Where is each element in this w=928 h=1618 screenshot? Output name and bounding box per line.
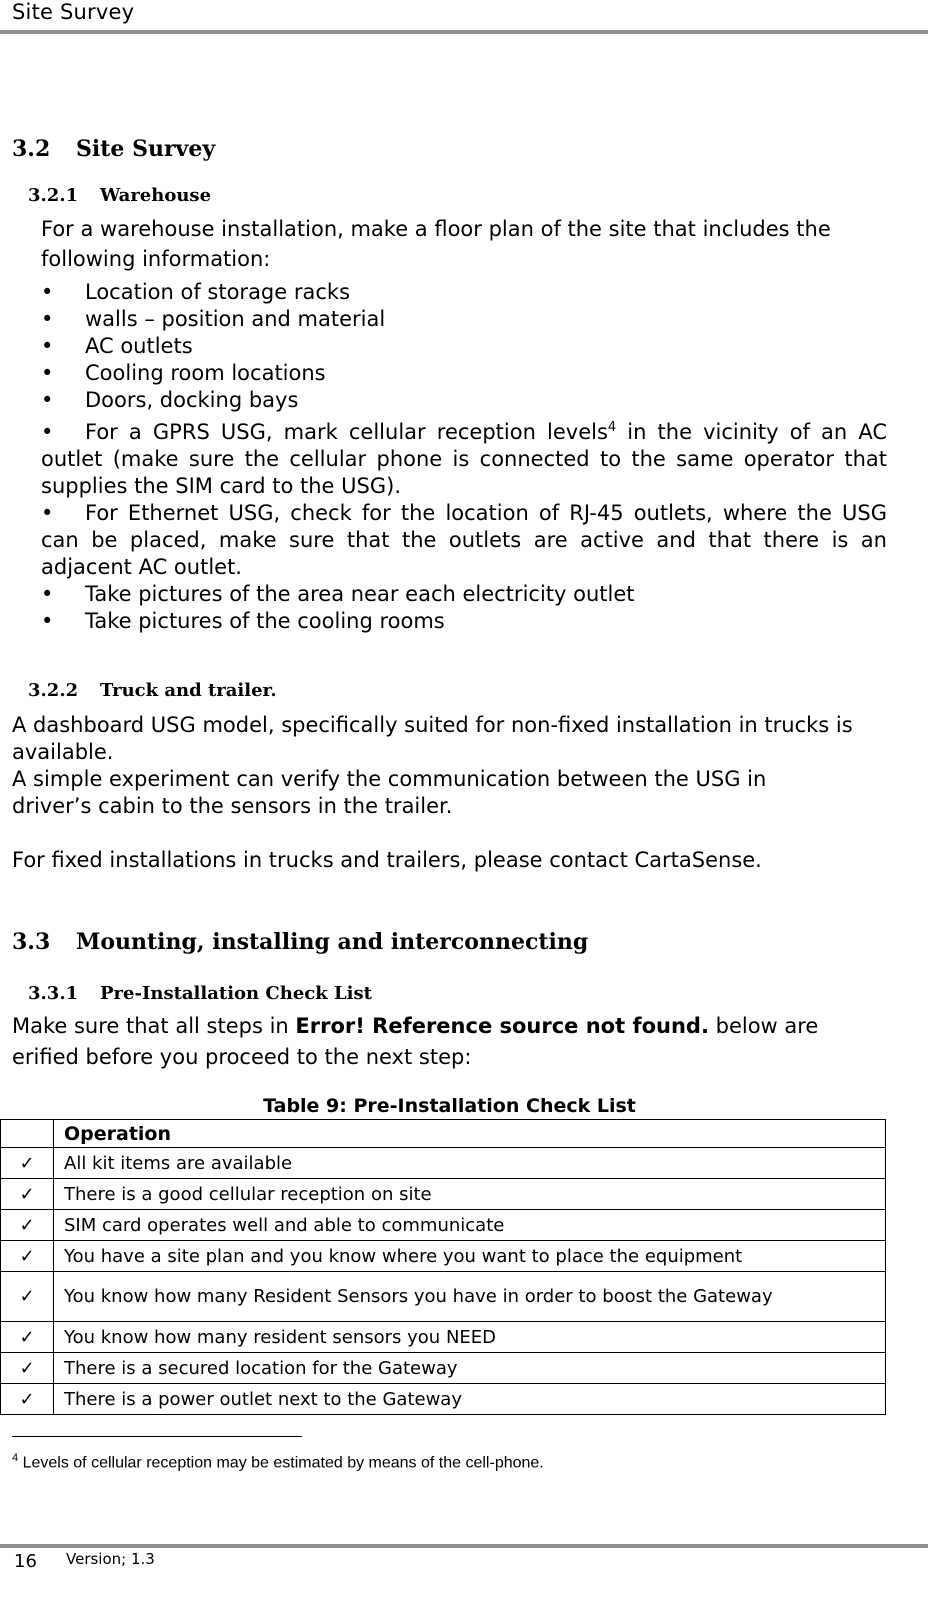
truck-paragraph-3: For fixed installations in trucks and trailers, please contact CartaSense. [12,848,762,872]
check-icon: ✓ [1,1148,54,1179]
footer-rule [0,1544,928,1548]
section-number: 3.2 [12,136,51,162]
bullet-icon: • [41,361,54,385]
subsection-3-3-1-heading [28,983,372,1004]
subsection-3-2-2-heading [28,680,277,701]
bullet-icon: • [41,609,54,633]
section-3-3-heading [12,929,588,955]
table-row [1,1272,886,1322]
page-number: 16 [14,1551,37,1572]
warehouse-intro [41,216,887,273]
header-empty-cell [1,1120,54,1148]
table-cell: There is a power outlet next to the Gateway [54,1384,886,1415]
table-row [1,1353,886,1384]
preinstall-line-1: Make sure that all steps in Error! Reference source not found. below are [12,1014,819,1038]
bullet-icon: • [41,388,54,412]
table-row [1,1148,886,1179]
bullet-icon: • [41,280,54,304]
list-item: • Take pictures of the area near each electricity outlet [41,582,635,606]
section-3-2-heading [12,136,215,162]
footnote-text: Levels of cellular reception may be estimated by means of the cell-phone. [22,1454,544,1472]
table-cell: You have a site plan and you know where you want to place the equipment [54,1241,886,1272]
subsection-number: 3.3.1 [28,983,79,1004]
bullet-icon: • [41,582,54,606]
preinstall-line-2: erified before you proceed to the next step: [12,1045,472,1069]
subsection-title: Truck and trailer. [100,680,277,701]
check-icon: ✓ [1,1272,54,1322]
table-cell: There is a good cellular reception on site [54,1179,886,1210]
footnote [12,1452,544,1472]
warehouse-bullet-list [41,279,887,635]
preinstall-paragraph [12,1013,887,1071]
bullet-icon: • [41,420,54,444]
header-rule [0,30,928,34]
table-row [1,1210,886,1241]
footnote-separator [12,1436,302,1437]
check-icon: ✓ [1,1241,54,1272]
subsection-3-2-1-heading [28,185,211,206]
list-item: • Cooling room locations [41,361,326,385]
truck-paragraph-1: A dashboard USG model, specifically suited for non-fixed installation in trucks is available. [12,713,853,764]
footnote-reference: 4 [607,420,617,435]
table-cell: There is a secured location for the Gateway [54,1353,886,1384]
reference-error-text: Error! Reference source not found. [295,1014,709,1038]
table-cell: You know how many resident sensors you NEED [54,1322,886,1353]
subsection-title: Pre-Installation Check List [100,983,372,1004]
list-item-gprs: • For a GPRS USG, mark cellular reception levels$^4$ in the vicinity of an AC outlet (make sure the cellular phone is connected to the same operator that supplies the SIM card to the USG). [41,420,887,498]
bullet-icon: • [41,307,54,331]
section-title: Mounting, installing and interconnecting [76,929,589,955]
running-header-title: Site Survey [12,0,135,24]
table-cell: All kit items are available [54,1148,886,1179]
check-icon: ✓ [1,1353,54,1384]
section-number: 3.3 [12,929,51,955]
check-icon: ✓ [1,1322,54,1353]
table-row [1,1179,886,1210]
footnote-marker: 4 [12,1452,19,1464]
bullet-icon: • [41,501,54,525]
check-icon: ✓ [1,1210,54,1241]
list-item: • AC outlets [41,334,193,358]
subsection-number: 3.2.1 [28,185,79,206]
table-row [1,1384,886,1415]
subsection-title: Warehouse [100,185,212,206]
version-label: Version; 1.3 [66,1550,155,1568]
table-caption: Table 9: Pre-Installation Check List [263,1095,636,1117]
subsection-number: 3.2.2 [28,680,79,701]
bullet-icon: • [41,334,54,358]
table-cell: You know how many Resident Sensors you have in order to boost the Gateway [54,1272,886,1322]
intro-line-1: For a warehouse installation, make a floor plan of the site that includes the [41,217,831,241]
table-header-row [1,1120,886,1148]
check-icon: ✓ [1,1179,54,1210]
check-icon: ✓ [1,1384,54,1415]
list-item: • walls – position and material [41,307,386,331]
table-cell: SIM card operates well and able to communicate [54,1210,886,1241]
column-header-operation: Operation [54,1120,886,1148]
list-item-ethernet: • For Ethernet USG, check for the location of RJ-45 outlets, where the USG can be placed, make sure that the outlets are active and that there is an adjacent AC outlet. [41,501,887,579]
checklist-table [0,1119,886,1415]
list-item: • Location of storage racks [41,280,351,304]
section-title: Site Survey [76,136,216,162]
intro-line-2: following information: [41,247,271,271]
list-item: • Take pictures of the cooling rooms [41,609,445,633]
table-row [1,1241,886,1272]
truck-paragraph-2: A simple experiment can verify the communication between the USG in driver’s cabin to the sensors in the trailer. [12,767,767,818]
list-item: • Doors, docking bays [41,388,299,412]
table-row [1,1322,886,1353]
